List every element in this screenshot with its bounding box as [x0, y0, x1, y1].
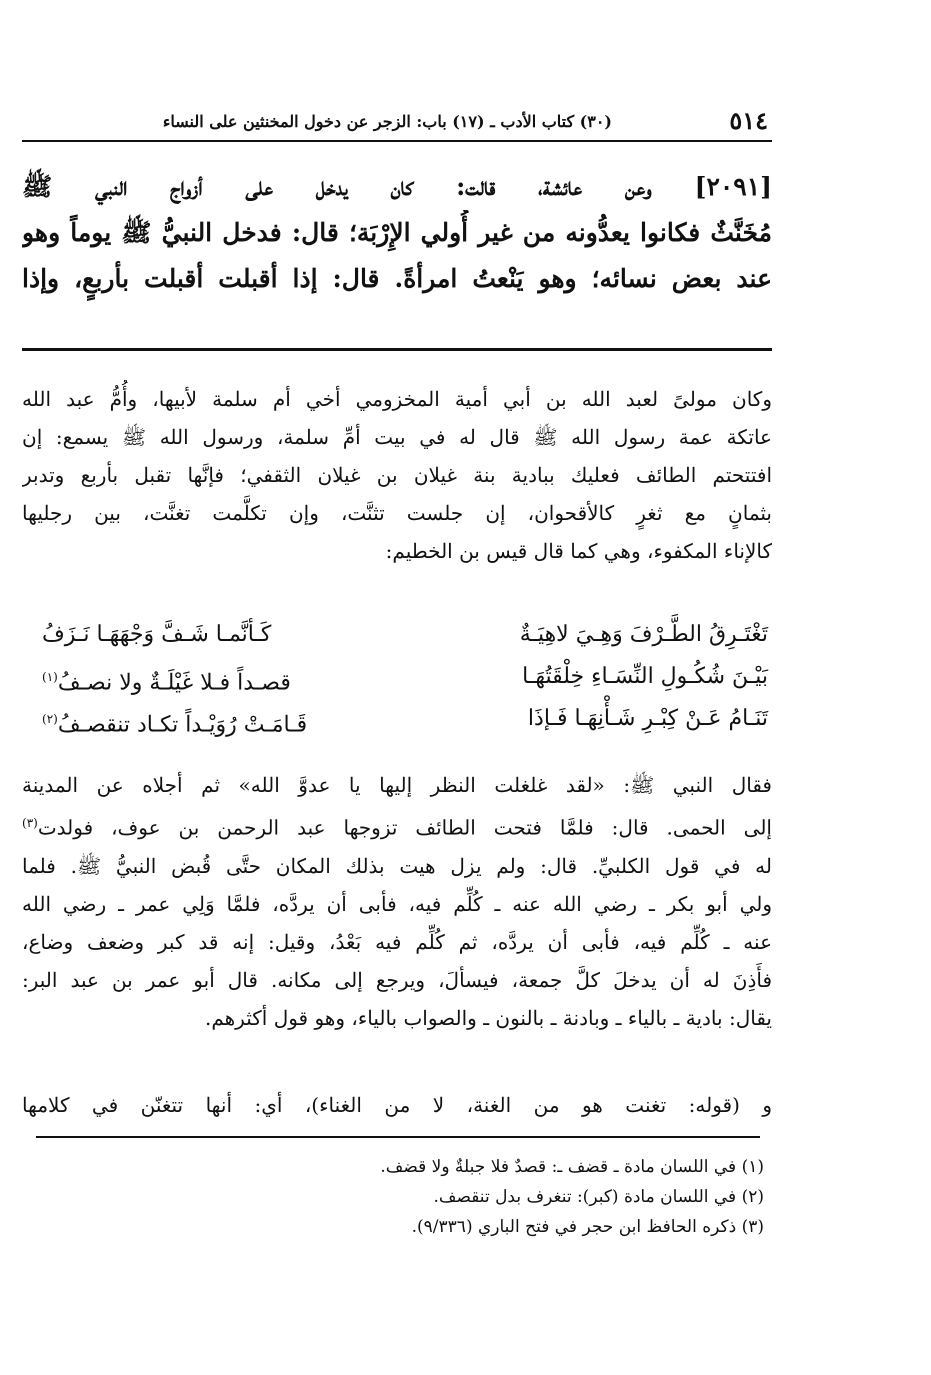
hadith-line: [٢٠٩١] وعن عائشة، قالت: كان يدخل على أزواج النبي ﷺ [22, 172, 772, 201]
poem-first-hemistich: تَنَـامُ عَـنْ كِبْـرِ شَـأْنِهَـا فَـإذَا [527, 706, 768, 731]
section-divider [22, 348, 772, 351]
footnote: (١) في اللسان مادة ـ قضف ـ: قصدٌ فلا جبلةٌ ولا قضف. [380, 1157, 764, 1177]
footnote: (٢) في اللسان مادة (كبر): تنغرف بدل تنقصف. [433, 1187, 764, 1207]
poem-hemistich-text: قَـامَـتْ رُوَيْـداً تكـاد تنقصـفُ [57, 712, 308, 738]
poem-second-hemistich [42, 698, 307, 746]
page-number: ٥١٤ [729, 106, 768, 135]
poem-verse [22, 698, 772, 740]
commentary-line: فقال النبي ﷺ: «لقد غلغلت النظر إليها يا عدوَّ الله» ثم أجلاه عن المدينة [22, 773, 772, 797]
commentary-line: له في قول الكلبيِّ. قال: ولم يزل هيت بذلك المكان حتَّى قُبض النبيُّ ﷺ. فلما [22, 853, 772, 878]
commentary-line [22, 804, 772, 847]
commentary-line: و (قوله: تغنت هو من الغنة، لا من الغناء)، أي: أنها تتغنّن في كلامها [22, 1093, 772, 1117]
page-header [22, 106, 772, 142]
poem-first-hemistich: بَيْـنَ شُكُـولِ النِّسَـاءِ خِلْقَتُهَـا [522, 664, 768, 689]
hadith-line: مُخَنَّثٌ فكانوا يعدُّونه من غير أُولي الإِرْبَة؛ قال: فدخل النبيُّ ﷺ يوماً وهو [22, 218, 772, 247]
poem-first-hemistich: تَغْتَـرِقُ الطَّـرْفَ وَهِـيَ لاهِيَـةٌ [519, 622, 768, 647]
commentary-paragraph-2 [22, 766, 772, 1037]
poem-second-hemistich: كَـأنَّمـا شَـفَّ وَجْهَهَـا نَـزَفُ [42, 622, 272, 647]
book-page [22, 86, 772, 1366]
commentary-line: فأَذِنَ له أن يدخلَ كلَّ جمعة، فيسألَ، ويرجع إلى مكانه. قال أبو عمر بن عبد البر: [22, 967, 772, 992]
footnotes [22, 1152, 772, 1242]
footnote-marker: (١) [42, 670, 58, 684]
footnote-marker: (٣) [22, 816, 38, 830]
commentary-line: عاتكة عمة رسول الله ﷺ قال له في بيت أمِّ سلمة، ورسول الله ﷺ يسمع: إن [22, 425, 772, 449]
commentary-line: وكان مولىً لعبد الله بن أبي أمية المخزومي أخي أم سلمة لأبيها، وأُمُّ عبد الله [22, 387, 772, 411]
commentary-paragraph-1 [22, 380, 772, 570]
poem-hemistich-text: قصـداً فـلا غَيْلَـةٌ ولا نصـفُ [57, 670, 291, 696]
hadith-line: عند بعض نسائه؛ وهو يَنْعتُ امرأةً. قال: إذا أقبلت أقبلت بأربعٍ، وإذا [22, 264, 772, 293]
running-head: (٣٠) كتاب الأدب ـ (١٧) باب: الزجر عن دخول المخنثين على النساء [162, 112, 612, 131]
commentary-paragraph-3 [22, 1086, 772, 1124]
commentary-line: عنه ـ كُلِّم فيه، فأبى أن يردَّه، ثم كُلِّم فيه بَعْدُ، وقيل: إنه قد كبر وضعف وضاع، [22, 929, 772, 954]
commentary-line: ولي أبو بكر ـ رضي الله عنه ـ كُلِّم فيه، فأبى أن يردَّه، فلمَّا وَلِي عمر ـ رضي الله [22, 891, 772, 916]
commentary-line: يقال: بادية ـ بالياء ـ وبادنة ـ بالنون ـ والصواب بالياء، وهو قول أكثرهم. [204, 1005, 772, 1030]
footnote-divider [36, 1136, 760, 1138]
commentary-line-text: إلى الحمى. قال: فلمَّا فتحت الطائف تزوجها عبد الرحمن بن عوف، فولدت [37, 815, 772, 840]
commentary-line: كالإناء المكفوء، وهي كما قال قيس بن الخطيم: [385, 539, 772, 563]
poem [22, 614, 772, 740]
footnote: (٣) ذكره الحافظ ابن حجر في فتح الباري (٩/٣٣٦). [411, 1217, 764, 1237]
hadith-text [22, 164, 772, 302]
poem-verse [22, 614, 772, 656]
commentary-line: بثمانٍ مع ثغرٍ كالأقحوان، إن جلست تثنَّت، وإن تكلَّمت تغنَّت، بين رجليها [22, 501, 772, 525]
footnote-marker: (٢) [42, 712, 58, 726]
poem-verse [22, 656, 772, 698]
commentary-line: افتتحتم الطائف فعليك ببادية بنة غيلان بن غيلان الثقفي؛ فإنَّها تقبل بأربع وتدبر [22, 463, 772, 487]
